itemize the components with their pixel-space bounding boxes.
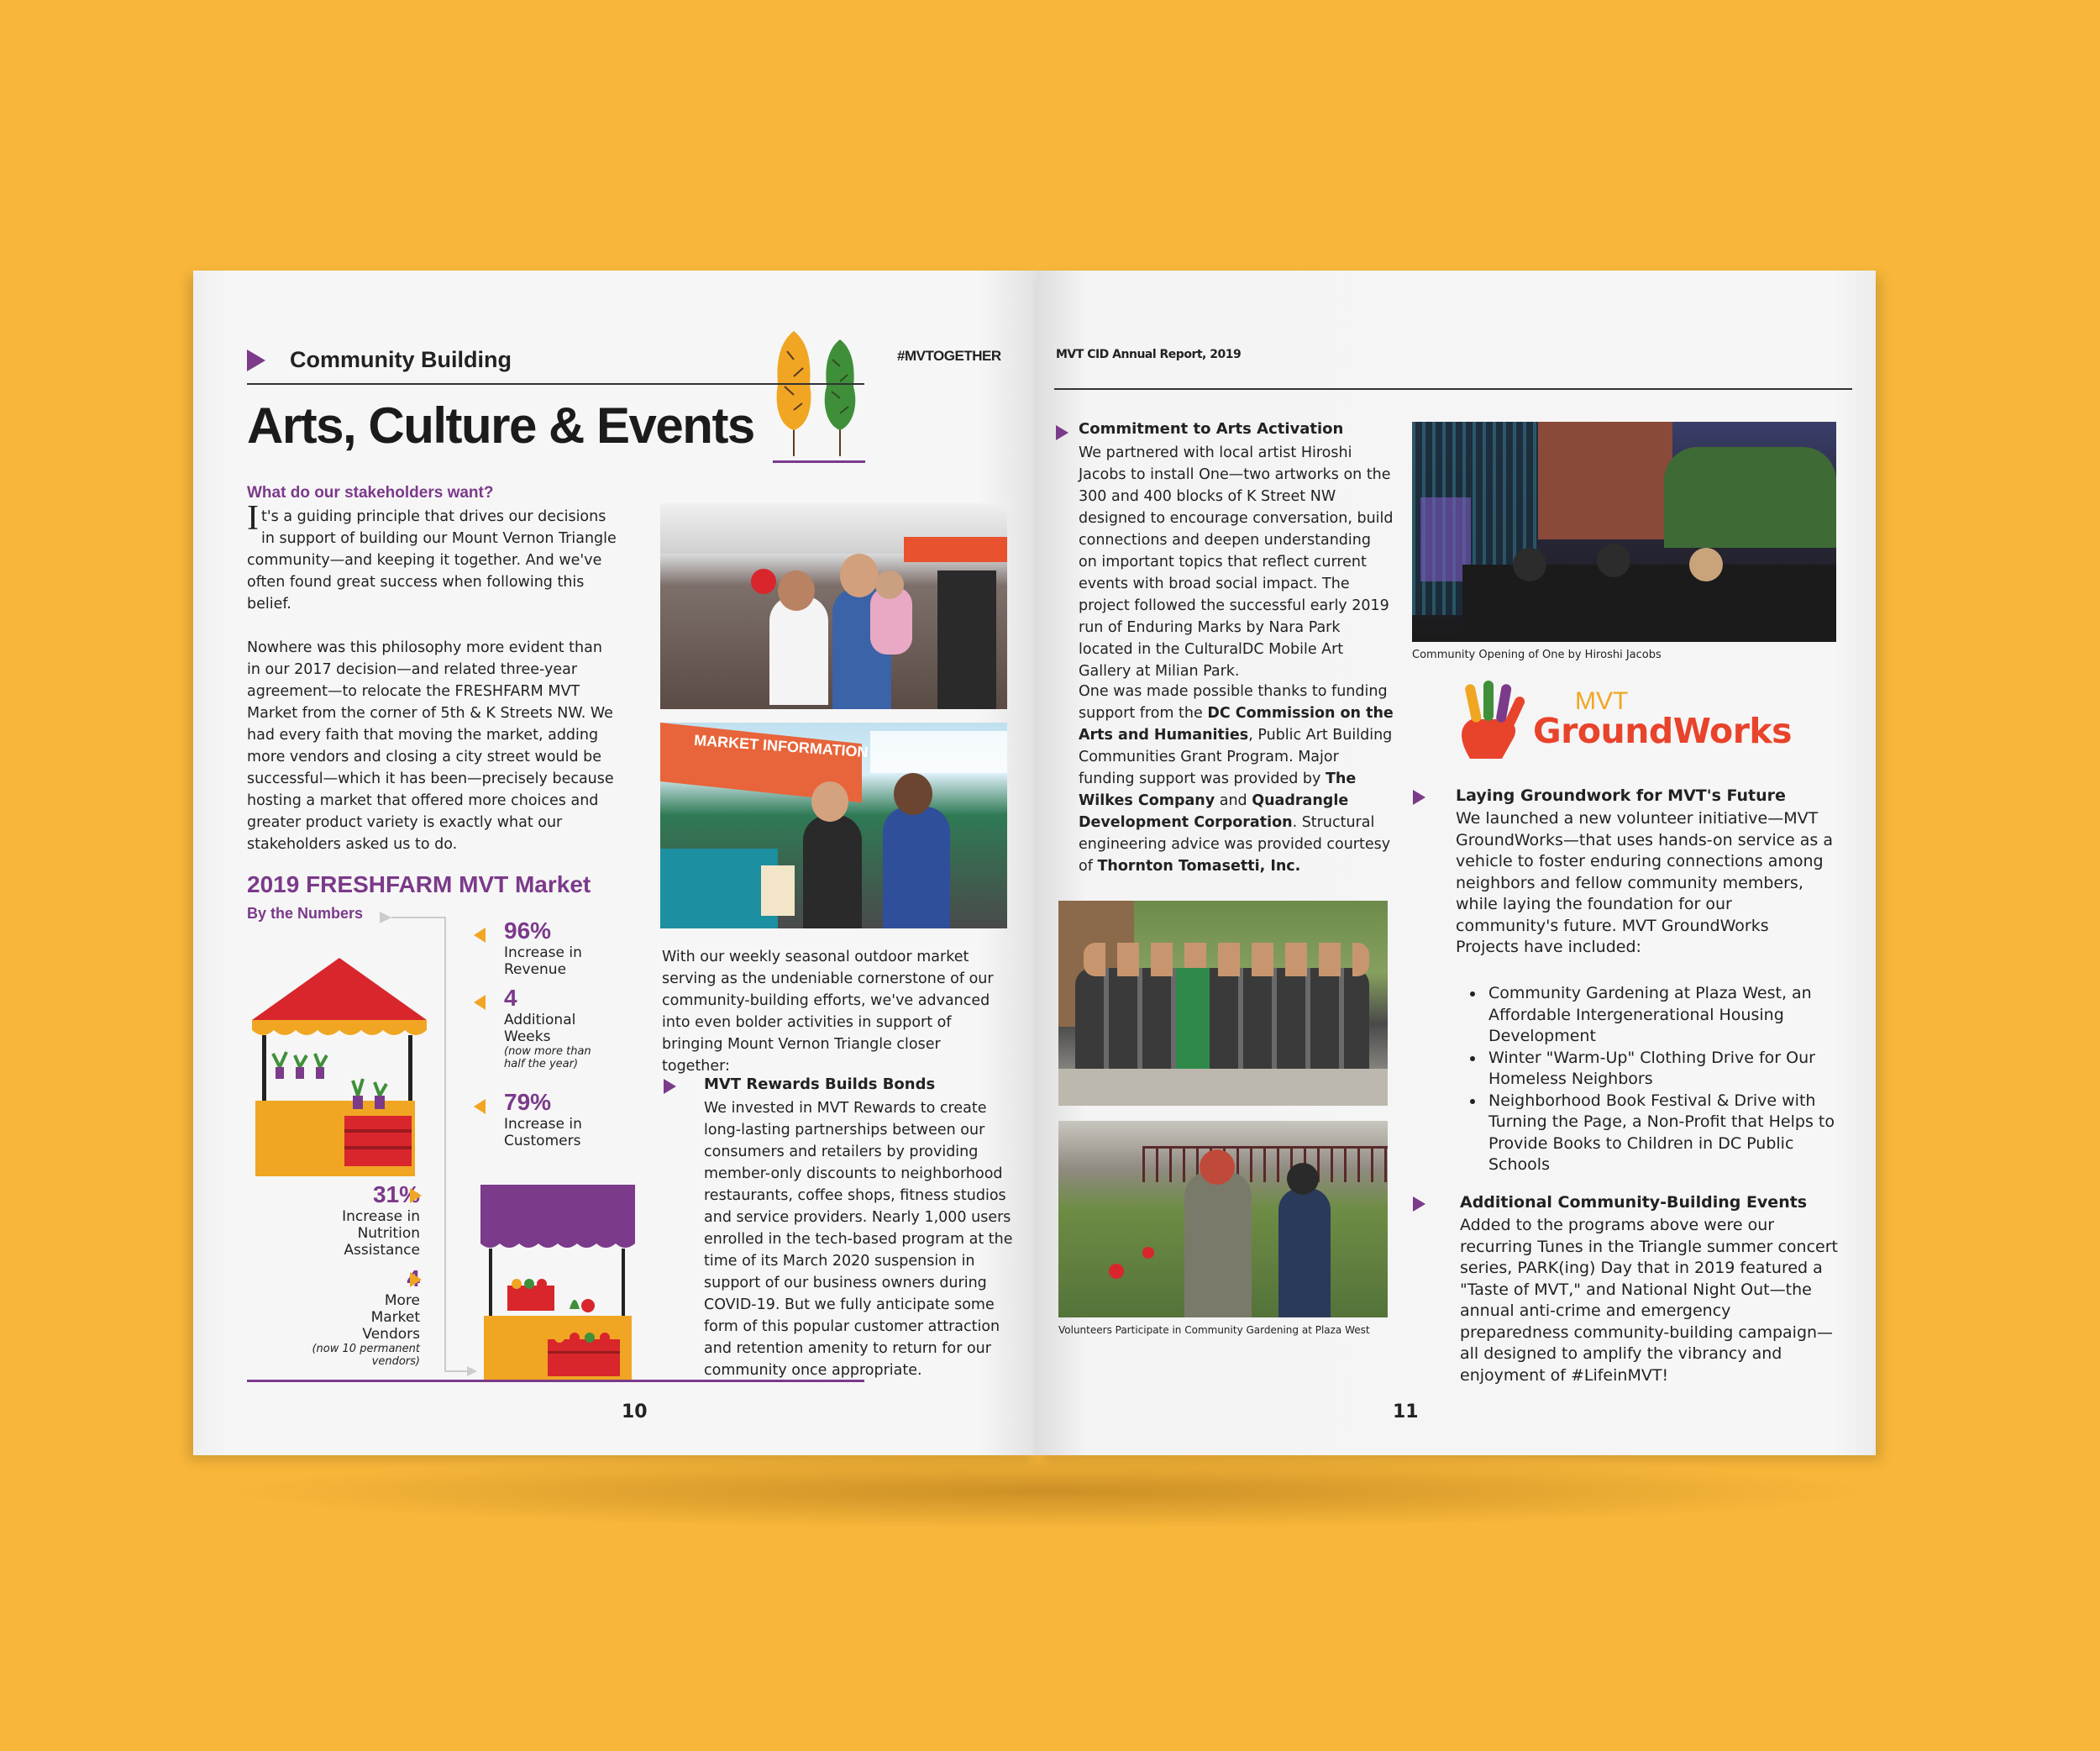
funder-dc-commission: DC Commission on the Arts and Humanities: [1079, 705, 1394, 744]
groundwork-paragraph: We launched a new volunteer initiative—MVT GroundWorks—that uses hands-on service as a vehicle to foster enduring connections among neighbors and fellow community members, while laying the foundation for our community's future. MVT GroundWorks Projects have included:: [1456, 809, 1834, 956]
left-page: [193, 271, 1037, 1455]
header-rule: [1054, 388, 1852, 390]
rewards-heading: MVT Rewards Builds Bonds: [704, 1075, 936, 1093]
relocation-paragraph: Nowhere was this philosophy more evident than in our 2017 decision—and related three-year agreement—to relocate the FRESHFARM MVT Market from the corner of 5th & K Streets NW. We had every faith that moving the market, adding more vendors and closing a city street would be successful—which it has been—precisely because hosting a market that offered more choices and greater product variety is exactly what our stakeholders asked us to do.: [247, 639, 614, 853]
page-number: 10: [622, 1401, 648, 1422]
stat-arrow-icon: [474, 1099, 486, 1114]
logo-groundworks: GroundWorks: [1533, 711, 1793, 751]
caption-gardening: Volunteers Participate in Community Gardening at Plaza West: [1058, 1324, 1370, 1336]
list-item: • Neighborhood Book Festival & Drive with Turning the Page, a Non-Profit that Helps to Provide Books to Children in DC Public Schools: [1485, 1091, 1855, 1176]
arts-triangle-icon: [1056, 425, 1068, 440]
stat-weeks: [504, 985, 630, 1070]
intro-paragraph: [247, 499, 617, 615]
running-head: MVT CID Annual Report, 2019: [1056, 348, 1242, 361]
stat-number: 4: [504, 985, 517, 1011]
funder-wilkes: The Wilkes Company: [1079, 770, 1357, 809]
market-stall-illustration: [247, 953, 432, 1180]
groundwork-triangle-icon: [1413, 790, 1425, 805]
footer-rule: [247, 1380, 864, 1382]
arts-heading: Commitment to Arts Activation: [1079, 420, 1344, 438]
stat-number: 79%: [504, 1089, 552, 1115]
section-triangle-icon: [247, 350, 265, 371]
stat-arrow-icon: [474, 928, 486, 943]
logo-mvt: MVT: [1575, 687, 1629, 715]
funder-quadrangle: Quadrangle Development Corporation: [1079, 792, 1349, 831]
groundworks-hand-icon: [1453, 679, 1529, 763]
market-subheading: By the Numbers: [247, 905, 364, 922]
question-heading: What do our stakeholders want?: [247, 484, 494, 502]
header-rule: [247, 383, 864, 385]
stat-arrow-icon: [410, 1272, 422, 1287]
trees-icon: [766, 326, 858, 460]
community-opening-photo: [1412, 422, 1836, 642]
funder-thornton: Thornton Tomasetti, Inc.: [1097, 858, 1301, 875]
funding-paragraph: [1079, 681, 1394, 877]
title-underline: [773, 460, 865, 463]
projects-list: [1456, 983, 1855, 1176]
gardening-photo: [1058, 1121, 1388, 1317]
funding-text: One was made possible thanks to funding support from the: [1079, 683, 1388, 722]
events-triangle-icon: [1413, 1196, 1425, 1212]
funding-text: . Structural engineering advice was provided courtesy of: [1079, 814, 1391, 875]
weekly-market-paragraph: With our weekly seasonal outdoor market serving as the undeniable cornerstone of our community-building efforts, we've advanced into even bolder activities in support of bringing Mount Vernon Triangle closer together:: [662, 949, 994, 1075]
stat-vendors: [277, 1265, 420, 1368]
stat-note: (now 10 permanent vendors): [312, 1343, 420, 1368]
stat-arrow-icon: [410, 1188, 422, 1203]
groundwork-heading: Laying Groundwork for MVT's Future: [1456, 786, 1786, 805]
events-paragraph: Added to the programs above were our recurring Tunes in the Triangle summer concert series, PARK(ing) Day that in 2019 featured a "Taste of MVT," and National Night Out—the annual anti-crime and emergency preparedness community-building campaign—all designed to amplify the vibrancy and enjoyment of #LifeinMVT!: [1460, 1216, 1838, 1385]
spread-shadow: [218, 1454, 1882, 1529]
volunteers-group-photo: [1058, 901, 1388, 1106]
stat-number: 31%: [372, 1181, 420, 1207]
stat-number: 96%: [504, 918, 552, 944]
market-family-photo: [660, 503, 1007, 709]
caption-community-opening: Community Opening of One by Hiroshi Jacobs: [1412, 649, 1662, 661]
stat-revenue: [504, 918, 630, 978]
drop-cap: I: [247, 499, 259, 538]
stat-label: Increase in Customers: [504, 1116, 582, 1149]
hashtag-text: #MVTOGETHER: [897, 348, 1001, 364]
market-information-photo: [660, 723, 1007, 928]
page-number: 11: [1393, 1401, 1419, 1422]
market-info-sign: MARKET INFORMATION: [693, 731, 869, 761]
stat-label: Increase in Nutrition Assistance: [342, 1208, 420, 1259]
arts-paragraph: We partnered with local artist Hiroshi Jacobs to install One—two artworks on the 300 and 400 blocks of K Street NW designed to encourage conversation, build connections and deepen understanding on important topics that reflect current events with broad social impact. The project followed the successful early 2019 run of Enduring Marks by Nara Park located in the CulturalDC Mobile Art Gallery at Milian Park.: [1079, 444, 1394, 680]
list-item: • Winter "Warm-Up" Clothing Drive for Our Homeless Neighbors: [1485, 1048, 1855, 1091]
market-stall-2-illustration: [479, 1183, 638, 1385]
stat-number: 4: [407, 1265, 420, 1291]
stat-note: (now more than half the year): [504, 1045, 591, 1070]
funding-text: and: [1215, 792, 1252, 809]
market-heading: 2019 FRESHFARM MVT Market: [247, 871, 591, 897]
stat-label: More Market Vendors: [362, 1292, 420, 1343]
right-page: [1037, 271, 1876, 1455]
stat-customers: [504, 1089, 630, 1149]
events-heading: Additional Community-Building Events: [1460, 1193, 1808, 1212]
stat-nutrition: [294, 1181, 420, 1259]
intro-text: t's a guiding principle that drives our decisions in support of building our Mount Vernon Triangle community—and keeping it together. And we've often found great success when following this belief.: [247, 508, 617, 613]
list-item: • Community Gardening at Plaza West, an Affordable Intergenerational Housing Development: [1485, 983, 1855, 1048]
funding-text: , Public Art Building Communities Grant Program. Major funding support was provided by: [1079, 727, 1393, 787]
stat-arrow-icon: [474, 995, 486, 1010]
stat-label: Additional Weeks: [504, 1012, 576, 1045]
stat-label: Increase in Revenue: [504, 944, 582, 978]
rewards-triangle-icon: [664, 1079, 676, 1094]
page-title: Arts, Culture & Events: [247, 397, 754, 454]
rewards-paragraph: We invested in MVT Rewards to create long-lasting partnerships between our consumers and retailers by providing member-only discounts to neighborhood restaurants, coffee shops, fitness studios and service providers. Nearly 1,000 users enrolled in the tech-based program at the time of its March 2020 suspension in support of our business owners during COVID-19. But we fully anticipate some form of this popular customer attraction and retention amenity to return for our community once appropriate.: [704, 1100, 1013, 1379]
hashtag-logo: [897, 348, 1001, 365]
section-label: Community Building: [290, 347, 512, 372]
